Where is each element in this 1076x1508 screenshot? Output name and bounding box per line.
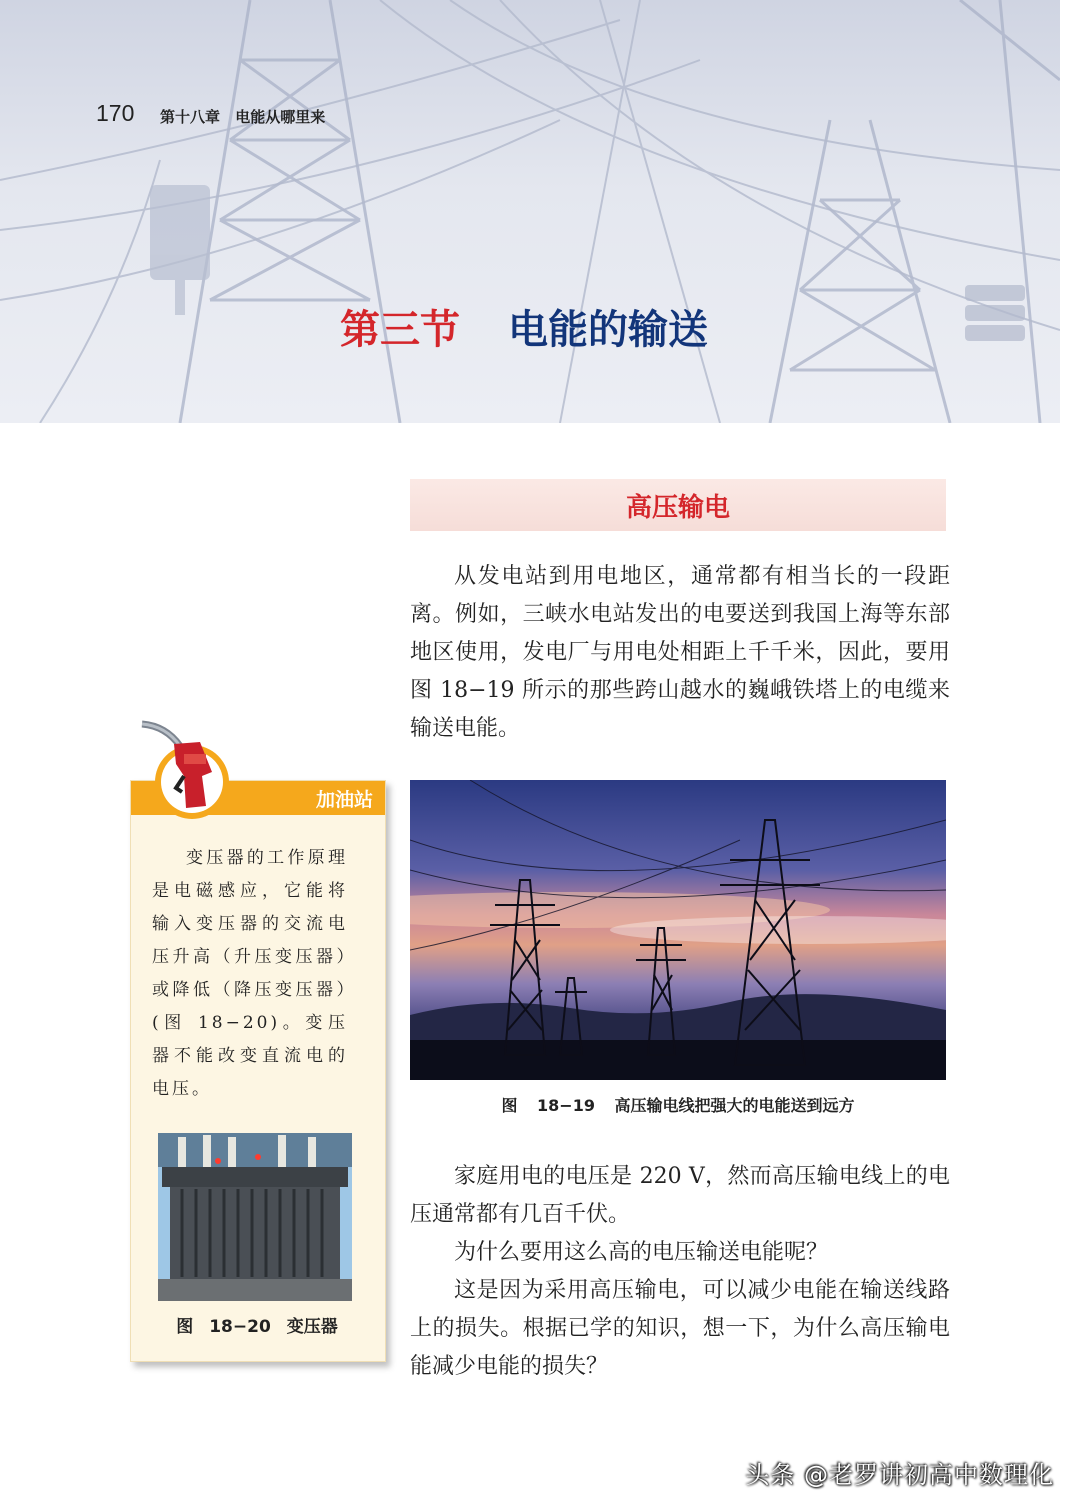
paragraph-4: 这是因为采用高压输电，可以减少电能在输送线路上的损失。根据已学的知识，想一下，为什么高压输电能减少电能的损失？ bbox=[410, 1278, 950, 1379]
transformer-photo bbox=[158, 1133, 352, 1301]
fuel-nozzle-icon bbox=[136, 716, 236, 824]
figure-18-20-caption: 图 18−20 变压器 bbox=[176, 1317, 338, 1337]
paragraph-3: 为什么要用这么高的电压输送电能呢？ bbox=[454, 1240, 829, 1265]
subheading: 高压输电 bbox=[625, 492, 730, 523]
subheading-bar bbox=[410, 479, 946, 531]
header-banner bbox=[0, 0, 1060, 423]
section-name: 电能的输送 bbox=[508, 307, 708, 353]
transmission-tower-background bbox=[0, 0, 1060, 423]
watermark: 头条 @老罗讲初高中数理化 bbox=[745, 1461, 1054, 1489]
section-number: 第三节 bbox=[340, 306, 460, 353]
sidebar-title: 加油站 bbox=[315, 789, 373, 811]
power-towers-photo bbox=[410, 780, 946, 1080]
page-number: 170 bbox=[96, 100, 135, 126]
chapter-title: 第十八章 电能从哪里来 bbox=[160, 108, 326, 126]
paragraph-2: 家庭用电的电压是 220 V，然而高压输电线上的电压通常都有几百千伏。 bbox=[410, 1164, 950, 1227]
figure-18-19-caption: 图 18−19 高压输电线把强大的电能送到远方 bbox=[501, 1096, 855, 1115]
section-title bbox=[340, 298, 708, 355]
sidebar-text: 变压器的工作原理是电磁感应，它能将输入变压器的交流电压升高（升压变压器）或降低（降压变压器）(图 18−20)。变压器不能改变直流电的电压。 bbox=[152, 848, 348, 1099]
paragraph-1: 从发电站到用电地区，通常都有相当长的一段距离。例如，三峡水电站发出的电要送到我国上海等东部地区使用，发电厂与用电处相距上千千米，因此，要用图 18−19 所示的那些跨山越水的巍峨铁塔上的电缆来输送电能。 bbox=[410, 564, 950, 741]
